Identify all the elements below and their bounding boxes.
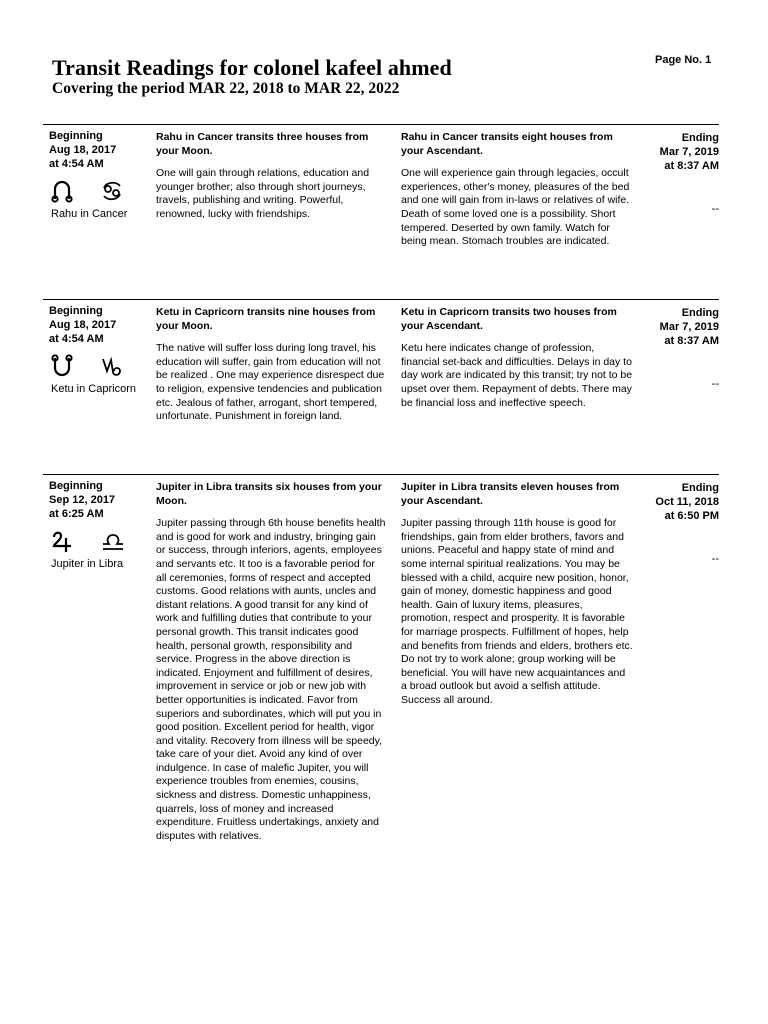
beginning-label: Beginning: [49, 480, 103, 492]
ending-date: Mar 7, 2019: [659, 321, 719, 333]
rahu-icon: [51, 179, 73, 203]
glyph-row: [51, 529, 141, 555]
glyph-row: [51, 354, 141, 380]
ending-time: at 8:37 AM: [664, 160, 719, 172]
jupiter-icon: [51, 529, 73, 553]
ending-block: [655, 481, 719, 523]
moon-reading: [156, 481, 388, 843]
beginning-date: Aug 18, 2017: [49, 319, 117, 331]
glyph-label: Ketu in Capricorn: [51, 383, 136, 395]
ending-label: Ending: [681, 482, 719, 494]
ending-date: Mar 7, 2019: [659, 146, 719, 158]
ascendant-reading: [401, 306, 633, 410]
ending-block: [660, 131, 719, 173]
transit-section-ketu: [43, 299, 719, 460]
moon-reading-text: The native will suffer loss during long travel, his education will suffer, gain from education will not be realized . One may experience disrespect due to religion, expensive tendencies and publication etc. Jealous of father, arrogant, short tempered, unfortunate. Punishment in foreign land.: [156, 342, 385, 423]
moon-reading-text: One will gain through relations, education and younger brother; also through short journeys, travels, publishing and writing. Powerful, renowned, lucky with friendships.: [156, 167, 370, 220]
ending-label: Ending: [681, 307, 719, 319]
ending-note: --: [711, 203, 719, 215]
moon-reading-title: Rahu in Cancer transits three houses from your Moon.: [156, 131, 369, 157]
moon-reading: [156, 306, 388, 424]
beginning-date: Aug 18, 2017: [49, 144, 117, 156]
glyph-label: Jupiter in Libra: [51, 558, 124, 570]
page-title: Transit Readings for colonel kafeel ahmed: [52, 55, 452, 80]
beginning-block: [49, 479, 115, 521]
ascendant-reading: [401, 131, 633, 249]
transit-section-rahu: [43, 124, 719, 285]
ending-date: Oct 11, 2018: [655, 496, 719, 508]
ending-label: Ending: [681, 132, 719, 144]
beginning-time: at 4:54 AM: [49, 158, 104, 170]
page-subtitle: Covering the period MAR 22, 2018 to MAR 22, 2022: [52, 80, 400, 97]
moon-reading-text: Jupiter passing through 6th house benefits health and is good for work and industry, bringing gain or success, through inferiors, agents, employees and servants etc. It too is a favorable period for all ceremonies, forms of respect and accepted customs. Good relations with aunts, uncles and distant relations. A good transit for any kind of work and fulfilling duties that contribute to your personal growth. This transit indicates good health, personal growth, responsibility and service. Progress in the above direction is indicated. Enjoyment and fulfillment of desires, improvement in service or job or new job with better opportunities is indicated. Favor from superiors and subordinates, which will put you in good position. Excellent period for health, vigor and vitality. Recovery from illness will be speedy, take care of your diet. Avoid any kind of over indulgence. In case of malefic Jupiter, you will experience troubles from enemies, cousins, sickness and distress. Domestic unhappiness, quarrels, loss of money and increased expenditure. Fruitless undertakings, anxiety and disputes with relatives.: [156, 517, 386, 842]
moon-reading-title: Jupiter in Libra transits six houses from your Moon.: [156, 481, 382, 507]
page-number: Page No. 1: [655, 54, 712, 66]
ascendant-reading-title: Ketu in Capricorn transits two houses from your Ascendant.: [401, 306, 617, 332]
beginning-time: at 4:54 AM: [49, 333, 104, 345]
ascendant-reading-title: Rahu in Cancer transits eight houses from your Ascendant.: [401, 131, 613, 157]
moon-reading: [156, 131, 388, 222]
ketu-icon: [51, 354, 73, 378]
transit-section-jupiter: [43, 474, 719, 905]
glyph-row: [51, 179, 141, 205]
ascendant-reading-text: Ketu here indicates change of profession, financial set-back and difficulties. Delays in day to day work are indicated by this transit; try not to be upset over them. Repayment of debts. There may be financial loss and ineffective speech.: [401, 342, 633, 409]
beginning-block: [49, 304, 116, 346]
ascendant-reading-title: Jupiter in Libra transits eleven houses from your Ascendant.: [401, 481, 620, 507]
ending-time: at 6:50 PM: [664, 510, 719, 522]
glyph-label: Rahu in Cancer: [51, 208, 128, 220]
beginning-label: Beginning: [49, 305, 103, 317]
ending-block: [660, 306, 719, 348]
cancer-icon: [101, 179, 123, 203]
beginning-block: [49, 129, 116, 171]
libra-icon: [101, 529, 125, 553]
capricorn-icon: [101, 354, 123, 378]
ending-note: --: [711, 378, 719, 390]
ascendant-reading-text: One will experience gain through legacies, occult experiences, other's money, pleasures of the bed and one will gain from in-laws or relatives of wife. Death of some loved one is a possibility. Short tempered. Deserted by own family. Watch for being mean. Stomach troubles are indicated.: [401, 167, 630, 248]
ascendant-reading-text: Jupiter passing through 11th house is good for friendships, gain from elder brothers, favors and unions. Peaceful and happy state of mind and some internal spiritual realizations. You may be blessed with a child, acquire new position, honor, gain of money, domestic happiness and good health. Gain of luxury items, pleasures, promotion, respect and prosperity. It is favorable for marriage prospects. Fulfillment of hopes, help and benefits from friends and elders, brothers etc. Do not try to work alone; group working will be beneficial. You will have new acquaintances and a broad outlook but avoid a selfish attitude. Success all around.: [401, 517, 633, 706]
beginning-time: at 6:25 AM: [49, 508, 104, 520]
beginning-date: Sep 12, 2017: [49, 494, 116, 506]
moon-reading-title: Ketu in Capricorn transits nine houses from your Moon.: [156, 306, 376, 332]
ending-note: --: [711, 553, 719, 565]
ascendant-reading: [401, 481, 633, 708]
ending-time: at 8:37 AM: [664, 335, 719, 347]
beginning-label: Beginning: [49, 130, 103, 142]
